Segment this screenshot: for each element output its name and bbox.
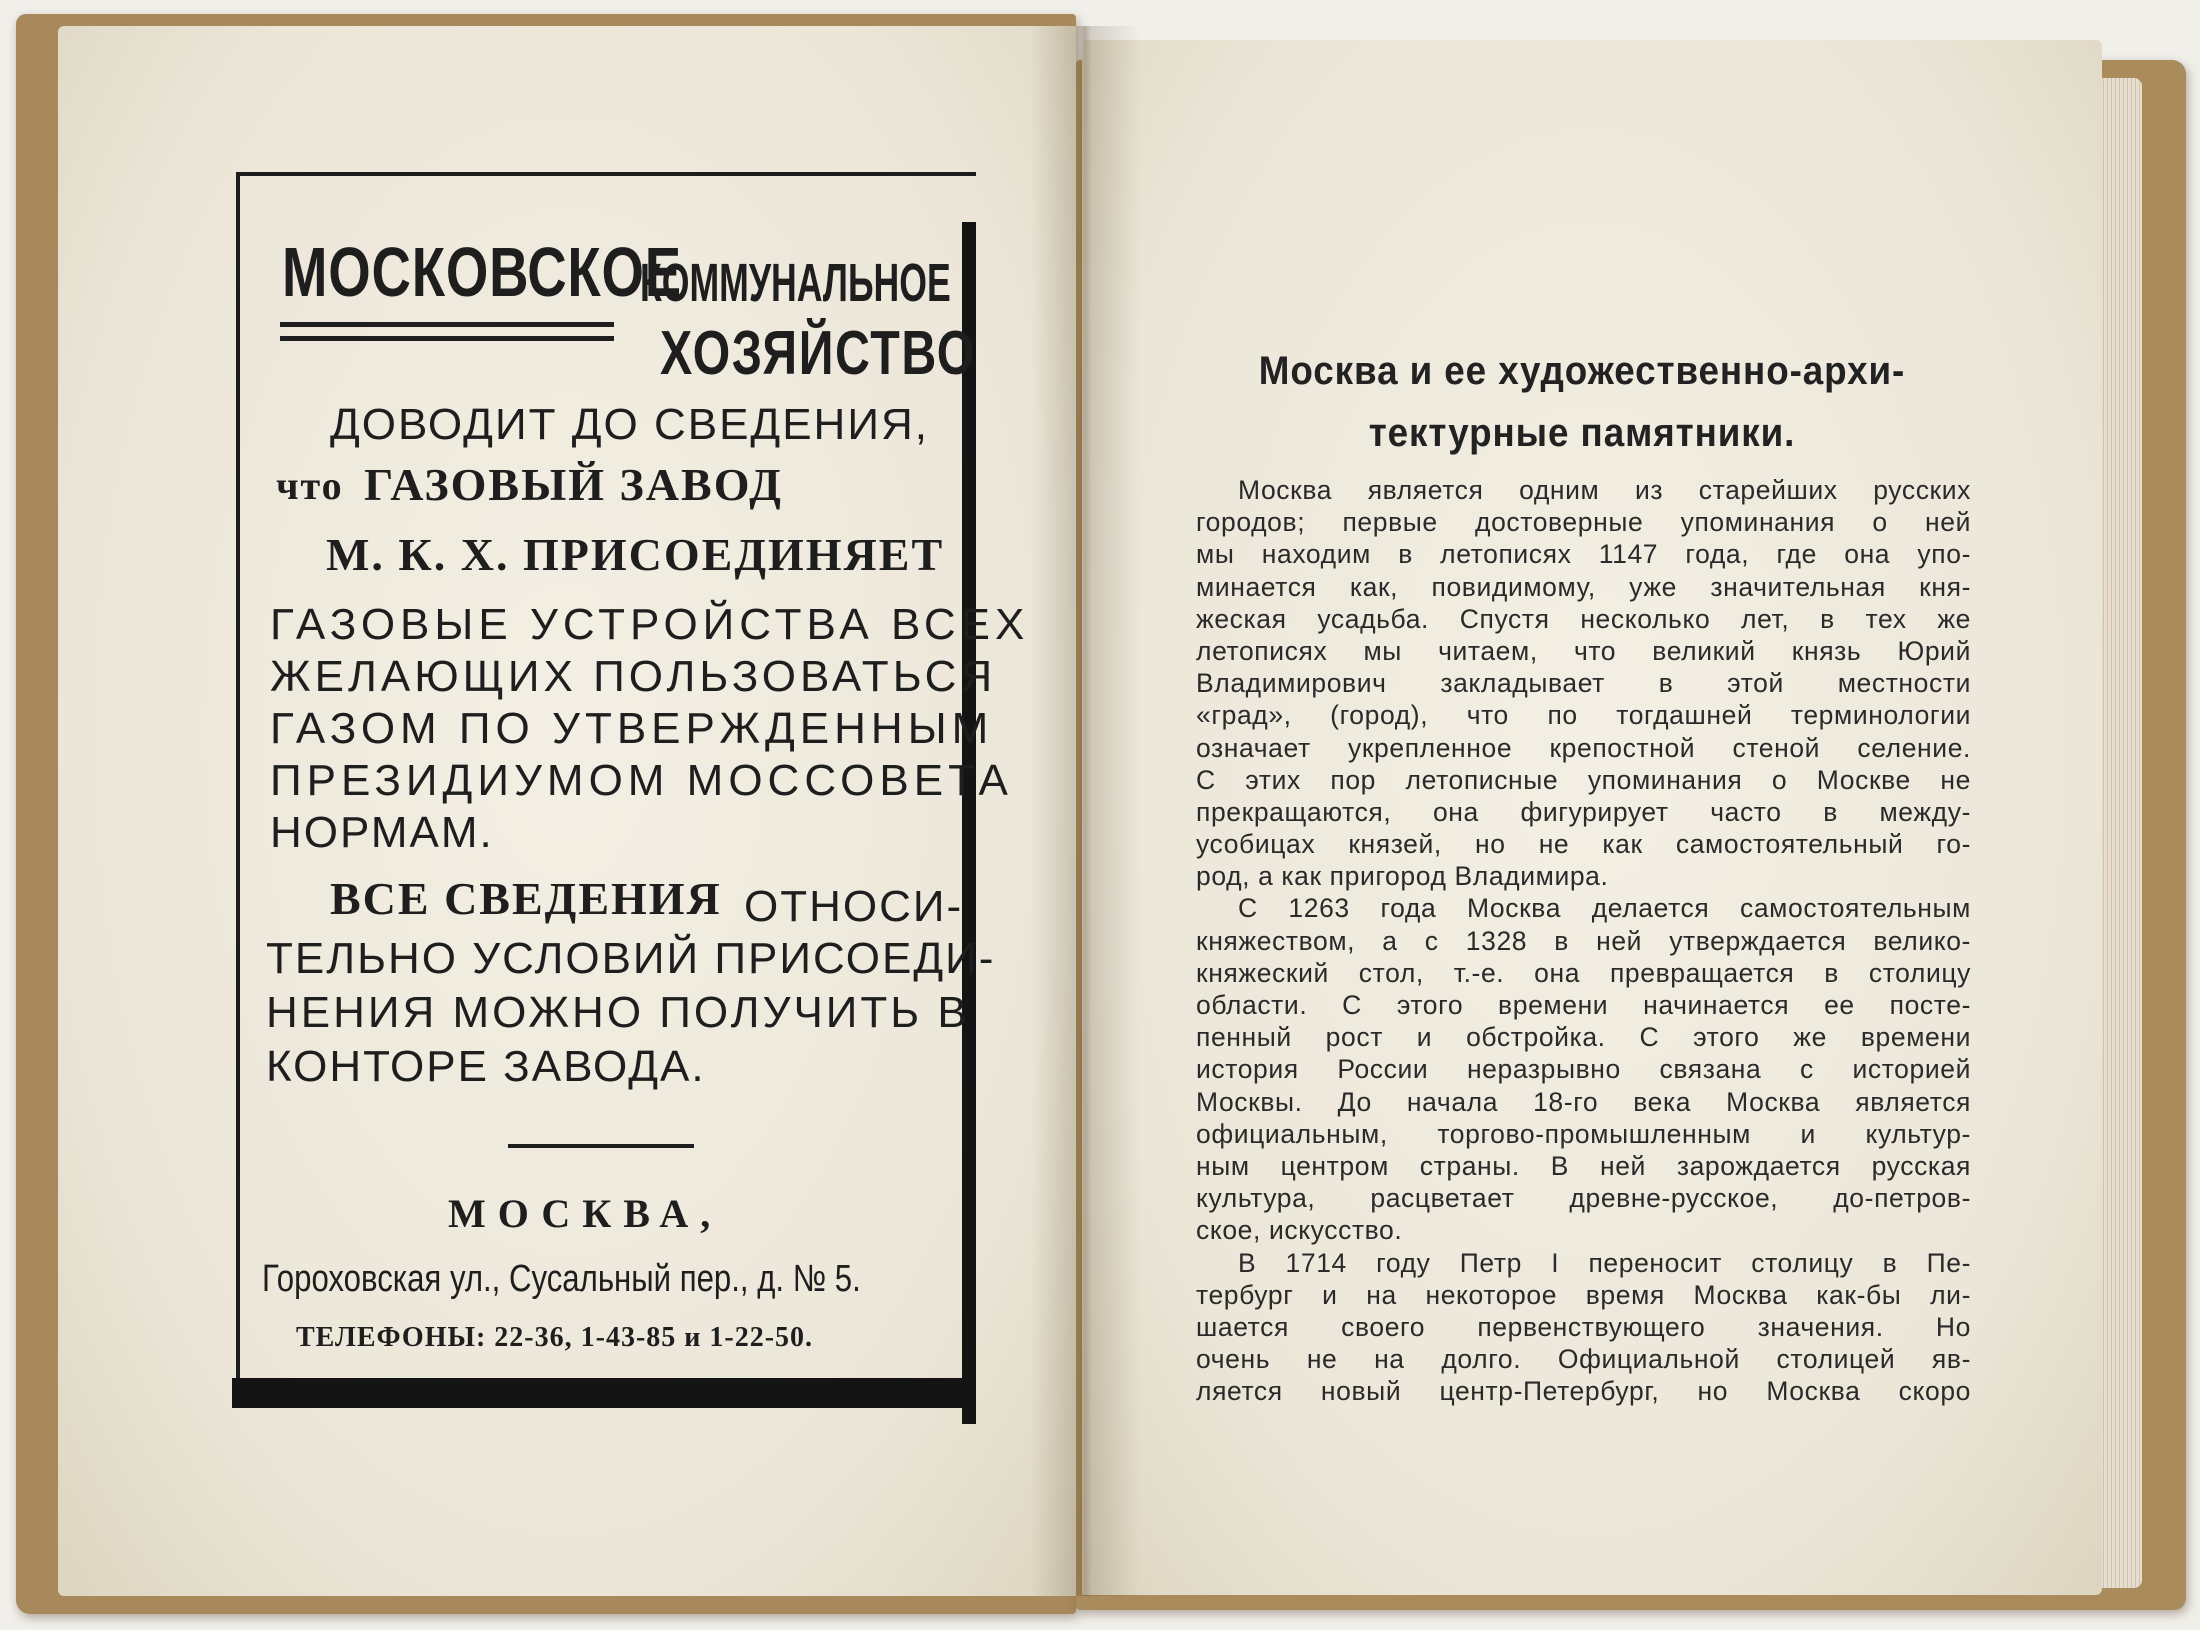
ad-info-line-2: ТЕЛЬНО УСЛОВИЙ ПРИСОЕДИ- [266,934,996,983]
ad-notice-line-4: ГАЗОВЫЕ УСТРОЙСТВА ВСЕХ [270,600,1030,649]
text-line: княжеский стол, т.-е. она превращается в столицу [1196,957,1971,988]
ad-title-khozyaistvo: ХОЗЯЙСТВО [660,319,976,388]
text-line: пенный рост и обстройка. С этого же времени [1196,1022,1971,1053]
text-line: летописях мы читаем, что великий князь Юрий [1196,635,1971,666]
ad-info-line-1-end: ОТНОСИ- [744,882,964,931]
text-line: мы находим в летописях 1147 года, где она упо- [1196,539,1971,570]
ad-address: Гороховская ул., Сусальный пер., д. № 5. [262,1258,861,1300]
advertisement-border-right [962,222,976,1424]
ad-notice-line-8: НОРМАМ. [270,808,494,857]
text-line: С этих пор летописные упоминания о Москве не [1196,764,1971,795]
text-line: означает укрепленное крепостной стеной селение. [1196,732,1971,763]
text-line: род, а как пригород Владимира. [1196,861,1609,892]
text-line: городов; первые достоверные упоминания о ней [1196,507,1971,538]
text-line: С 1263 года Москва делается самостоятельным [1238,893,1971,924]
text-line: жеская усадьба. Спустя несколько лет, в тех же [1196,603,1971,634]
text-line: области. С этого времени начинается ее посте- [1196,990,1971,1020]
text-line: княжеством, а с 1328 в ней утверждается велико- [1196,925,1971,956]
ad-notice-line-5: ЖЕЛАЮЩИХ ПОЛЬЗОВАТЬСЯ [270,652,997,701]
chapter-heading-line-2: тектурные памятники. [1368,411,1796,455]
text-line: Москвы. До начала 18-го века Москва является [1196,1086,1971,1117]
text-line: прекращаются, она фигурирует часто в междy- [1196,796,1971,827]
chapter-heading-line-1: Москва и ее художественно-архи- [1258,349,1906,393]
ad-title-moskovskoe: МОСКОВСКОЕ [282,233,682,311]
text-line: ляется новый центр-Петербург, но Москва скоро [1196,1376,1971,1407]
ad-phones: ТЕЛЕФОНЫ: 22-36, 1-43-85 и 1-22-50. [296,1322,814,1353]
text-line: ское, искусство. [1196,1215,1403,1246]
chapter-heading [1192,340,1972,464]
text-line: культура, расцветает древне-русское, до-петров- [1196,1183,1971,1214]
body-text [1196,474,1971,1407]
text-line: тербург и на некоторое время Москва как-бы ли- [1196,1279,1971,1310]
ad-notice-line-1: ДОВОДИТ ДО СВЕДЕНИЯ, [330,400,929,449]
text-line: минается как, повидимому, уже значительная кня- [1196,571,1971,602]
text-line: усобицах князей, но не как самостоятельный го- [1196,829,1971,860]
ad-notice-line-3: М. К. Х. ПРИСОЕДИНЯЕТ [326,529,945,580]
ad-city: МОСКВА, [448,1191,723,1236]
ad-info-all-details: ВСЕ СВЕДЕНИЯ [330,873,722,924]
ad-title-rule-2 [280,336,614,341]
text-line: очень не на долго. Официальной столицей яв- [1196,1344,1971,1375]
text-line: В 1714 году Петр I переносит столицу в Пе- [1238,1247,1971,1278]
advertisement-border-bottom [232,1378,974,1408]
ad-divider [508,1144,694,1148]
text-line: шается своего первенствующего значения. Но [1196,1311,1971,1342]
ad-info-line-4: КОНТОРЕ ЗАВОДА. [266,1042,706,1091]
text-line: история России неразрывно связана с историей [1196,1054,1971,1085]
text-line: Москва является одним из старейших русских [1238,475,1971,505]
ad-title-kommunalnoe: КОММУНАЛЬНОЕ [640,253,951,313]
ad-info-line-3: НЕНИЯ МОЖНО ПОЛУЧИТЬ В [266,988,970,1037]
ad-title-rule-1 [280,322,614,327]
text-line: ным центром страны. В ней зарождается русская [1196,1150,1971,1181]
ad-notice-line-6: ГАЗОМ ПО УТВЕРЖДЕННЫМ [270,704,994,753]
text-line: «град», (город), что по тогдашней терминологии [1196,700,1971,731]
ad-notice-line-7: ПРЕЗИДИУМОМ МОССОВЕТА [270,756,1013,805]
text-line: официальным, торгово-промышленным и культур- [1196,1118,1971,1149]
ad-notice-word-chto: что [276,463,344,508]
text-line: Владимирович закладывает в этой местности [1196,668,1971,699]
ad-notice-gas-plant: ГАЗОВЫЙ ЗАВОД [364,459,783,510]
